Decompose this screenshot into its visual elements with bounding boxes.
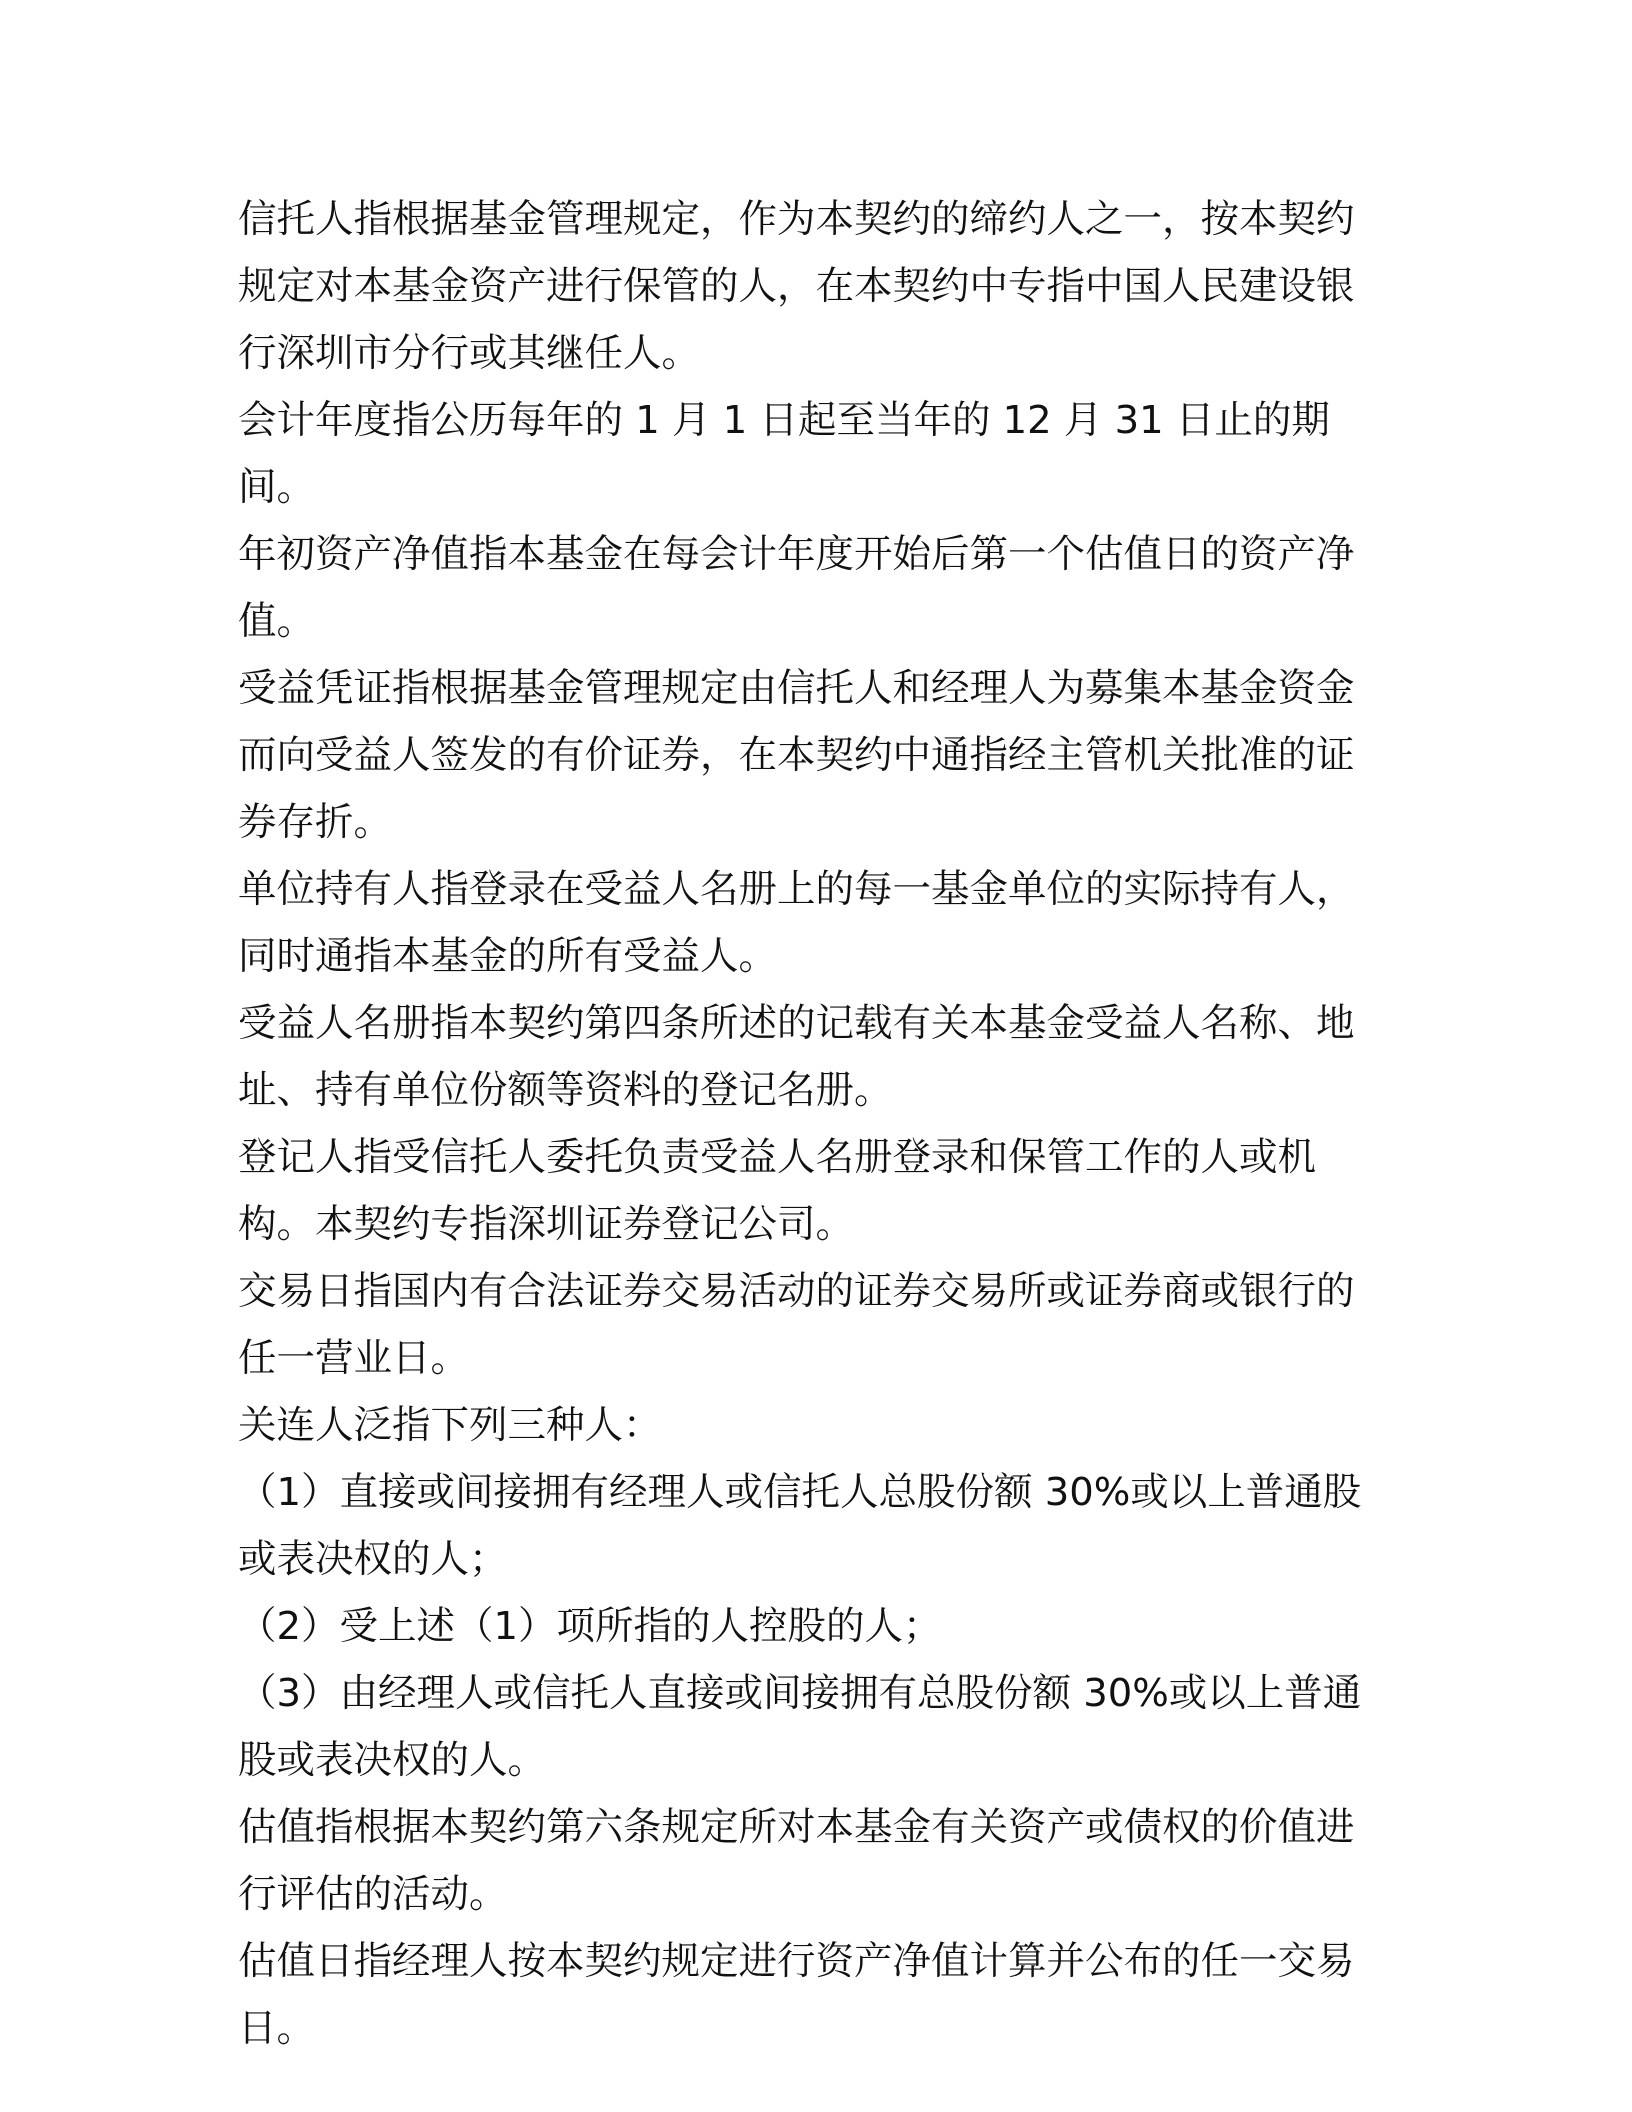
paragraph-connected-person-definition: 关连人泛指下列三种人： <box>238 1403 662 1448</box>
paragraph-connected-person-item-1: （1）直接或间接拥有经理人或信托人总股份额 30%或以上普通股或表决权的人； <box>238 1470 1362 1582</box>
paragraph-connected-person-item-2: （2）受上述（1）项所指的人控股的人； <box>238 1604 942 1649</box>
paragraph-valuation-day-definition: 估值日指经理人按本契约规定进行资产净值计算并公布的任一交易日。 <box>238 1939 1355 2051</box>
paragraph-registrar-definition: 登记人指受信托人委托负责受益人名册登录和保管工作的人或机构。本契约专指深圳证券登记公司。 <box>238 1135 1317 1247</box>
paragraph-unit-holder-definition: 单位持有人指登录在受益人名册上的每一基金单位的实际持有人，同时通指本基金的所有受益人。 <box>238 867 1355 979</box>
paragraph-connected-person-item-3: （3）由经理人或信托人直接或间接拥有总股份额 30%或以上普通股或表决权的人。 <box>238 1671 1362 1783</box>
paragraph-fiscal-year-definition: 会计年度指公历每年的 1 月 1 日起至当年的 12 月 31 日止的期间。 <box>238 398 1330 510</box>
paragraph-trustee-definition: 信托人指根据基金管理规定，作为本契约的缔约人之一，按本契约规定对本基金资产进行保管的人，在本契约中专指中国人民建设银行深圳市分行或其继任人。 <box>238 197 1355 376</box>
paragraph-opening-nav-definition: 年初资产净值指本基金在每会计年度开始后第一个估值日的资产净值。 <box>238 532 1355 644</box>
paragraph-trading-day-definition: 交易日指国内有合法证券交易活动的证券交易所或证券商或银行的任一营业日。 <box>238 1269 1355 1381</box>
paragraph-beneficiary-certificate-definition: 受益凭证指根据基金管理规定由信托人和经理人为募集本基金资金而向受益人签发的有价证券，在本契约中通指经主管机关批准的证券存折。 <box>238 666 1355 845</box>
paragraph-register-definition: 受益人名册指本契约第四条所述的记载有关本基金受益人名称、地址、持有单位份额等资料的登记名册。 <box>238 1001 1355 1113</box>
document-body <box>238 186 1388 2062</box>
paragraph-valuation-definition: 估值指根据本契约第六条规定所对本基金有关资产或债权的价值进行评估的活动。 <box>238 1805 1355 1917</box>
